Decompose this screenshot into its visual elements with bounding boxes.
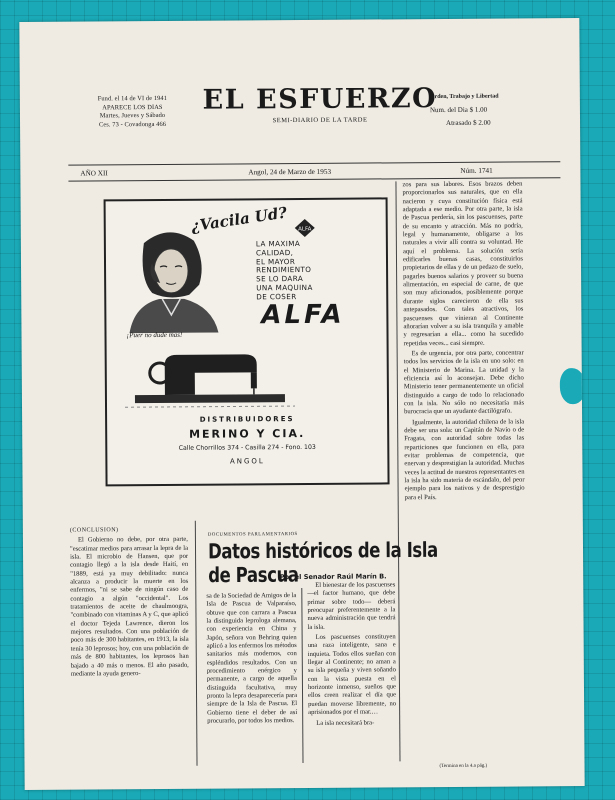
masthead — [170, 83, 470, 125]
price-today: Num. del Dia $ 1.00 — [429, 105, 488, 115]
address-line: Ces. 73 - Covadonga 466 — [98, 120, 167, 129]
article-column-rule — [301, 588, 303, 763]
ad-distributors-label: DISTRIBUIDORES — [199, 415, 295, 424]
tagline-line: DE COSER — [256, 291, 297, 302]
continued-note: (Termina en la 4.a pág.) — [439, 763, 488, 770]
paragraph: El Gobierno no debe, por otra parte, "escatimar medios para arrasar la lepra de la isla. El microbio de Hansen, que por contagio llegó a la isla desde Haití, en "1889, está ya muy debilitado: nunca alcanza a producir la muerte en los enfermos, "ni se sabe de ningún caso de contagio a algún "occidental". Los tratamientos de aceite de chaulmoogra, "combinado con vitaminas A y C, que aplicó el doctor Tejeda Lawrence, dieron los mejores resultados. Con una población de poco más de 300 habitantes, en 1913, la isla tenía 30 leprosos; hoy, con una población de más de 800 habitantes, los leprosos han bajado a 40 más o menos. El año pasado, mediante la ayuda genero- — [69, 536, 189, 678]
left-column-text — [70, 526, 189, 681]
issue-date: Angol, 24 de Marzo de 1953 — [248, 167, 332, 177]
ad-address: Calle Chorrillos 374 - Casilla 274 - Fono. 103 — [178, 443, 316, 452]
newspaper-title: EL ESFUERZO — [202, 83, 438, 116]
issue-number: Núm. 1741 — [460, 166, 493, 175]
year-label: AÑO XII — [80, 169, 108, 178]
paragraph: Igualmente, la autoridad chilena de la isla debe ser una sola: un Capitán de Navío o de Fragata, con autoridad sobre todas las reparticiones que funcionen en ella, para evitar problemas de competencia, que enervan y desprestigian la autoridad. Muchas veces la actitud de nuestros representantes en la isla ha sido materia de escándalo, del peor ejemplo para los nativos y de desprestigio para el País. — [404, 418, 525, 502]
alfa-sewing-machine-ad — [104, 197, 390, 486]
paragraph: Los pascuenses constituyen una raza inteligente, sana e inquieta. Todos ellos sueñan con llegar al Continente; no aman a su isla pequeña y viven soñando con la vista puesta en el horizonte inmenso, sueños que ellos creen realizar el día que puedan moverse libremente, no aprisionados por el mar.… — [307, 633, 397, 717]
article-column-1 — [206, 592, 297, 728]
frequency-line: APARECE LOS DIAS — [102, 103, 163, 111]
column-rule-left — [195, 521, 198, 766]
right-column-text — [402, 180, 524, 504]
column-rule-right — [395, 181, 400, 761]
woman-illustration — [114, 223, 225, 334]
tagline-line: RENDIMIENTO — [256, 265, 312, 275]
paper-stain — [560, 368, 585, 404]
ad-slogan: ¡Puer no dude mas! — [126, 330, 183, 340]
ad-distributor-name: MERINO Y CIA. — [189, 426, 306, 441]
ad-brand: ALFA — [261, 299, 345, 331]
article-kicker: DOCUMENTOS PARLAMENTARIOS — [207, 532, 298, 538]
article-headline: Datos históricos de la Isla de Pascua — [207, 538, 438, 588]
conclusion-label: (CONCLUSION) — [69, 527, 119, 534]
paragraph: El bienestar de los pascuenses —el factor humano, que debe primar sobre todo— deberá preocupar preferentemente a la nueva administración que tendrá la isla. — [307, 581, 396, 631]
tagline-line: SE LO DARA — [256, 274, 304, 284]
article-column-2 — [307, 581, 396, 729]
header-rule — [68, 161, 560, 165]
ad-city: ANGOL — [229, 457, 265, 466]
tagline-line: LA MAXIMA — [255, 239, 301, 249]
newspaper-subtitle: SEMI-DIARIO DE LA TARDE — [272, 116, 368, 125]
paragraph: La isla necesitará bra- — [316, 719, 375, 727]
tagline-line: EL MAYOR — [255, 256, 296, 266]
tagline-line: UNA MAQUINA — [256, 282, 313, 293]
article-byline: Por el Senador Raúl Marín B. — [279, 572, 387, 582]
paragraph: zos para sus labores. Esos brazos deben proporcionarlos sus naturales, que en ella nacieron y cuya constitución física está adaptada a ese medio. Por otra parte, la isla de Pascua perdería, sin los pascuenses, parte de su encanto y atracción. Más no podría, legal y humanamente, obligarse a los naturales a vivir allí contra su voluntad. He aquí el problema. La solución sería edificarles buenas casas, constituirlos propietarios de ellas y de un pedazo de suelo, pagarles buenos salarios y proveer su buena alimentación, en especial de carne, de que son muy aficionados, posiblemente porque durante siglos carecieron de ella sus antepasados. Con tales atractivos, los pascuenses que vinieran al Continente añorarían volver a su isla tranquila y amable y regresarían a ella... como ha sucedido repetidas veces... casi siempre. — [402, 180, 524, 347]
masthead-right-box — [430, 90, 550, 130]
sewing-machine-icon — [125, 342, 295, 411]
newspaper-page — [19, 18, 584, 790]
founded-line: Fund. el 14 de VI de 1941 — [97, 94, 168, 103]
ad-tagline — [256, 240, 366, 302]
paragraph: sa de la Sociedad de Amigos de la Isla de Pascua de Valparaíso, obtuve que con carrara a Pascua la distinguida leprologa alemana, con experiencia en China y Japón, señora von Behring quien aplicó a los enfermos los métodos sanitarios más modernos, con espléndidos resultados. Con un procedimiento enérgico y permanente, a cargo de aquella distinguida facultativa, muy pronto la lepra desaparecería para siempre de la Isla de Pascua. El Gobierno tiene el deber de así procurarlo, por todos los medios. — [206, 592, 298, 725]
tagline-line: CALIDAD, — [255, 247, 294, 258]
motto: Orden, Trabajo y Libertad — [429, 93, 499, 101]
paragraph: Es de urgencia, por otra parte, concentrar todos los servicios de la isla en uno solo: en el Ministerio de Marina. La unidad y la eficiencia así lo aconsejan. Debe dicho Ministerio tener permanentemente un oficial distinguido a cargo de todo lo relacionado con la isla. No sólo no necesitaría más burocracia que un ayudante dactilógrafo. — [403, 349, 525, 416]
days-line: Martes, Jueves y Sábado — [99, 112, 166, 120]
ad-question: ¿Vacila Ud? — [189, 203, 289, 236]
svg-text:ALFA: ALFA — [298, 226, 312, 233]
price-back-issue: Atrasado $ 2.00 — [446, 118, 491, 127]
alfa-logo-icon — [294, 218, 316, 238]
